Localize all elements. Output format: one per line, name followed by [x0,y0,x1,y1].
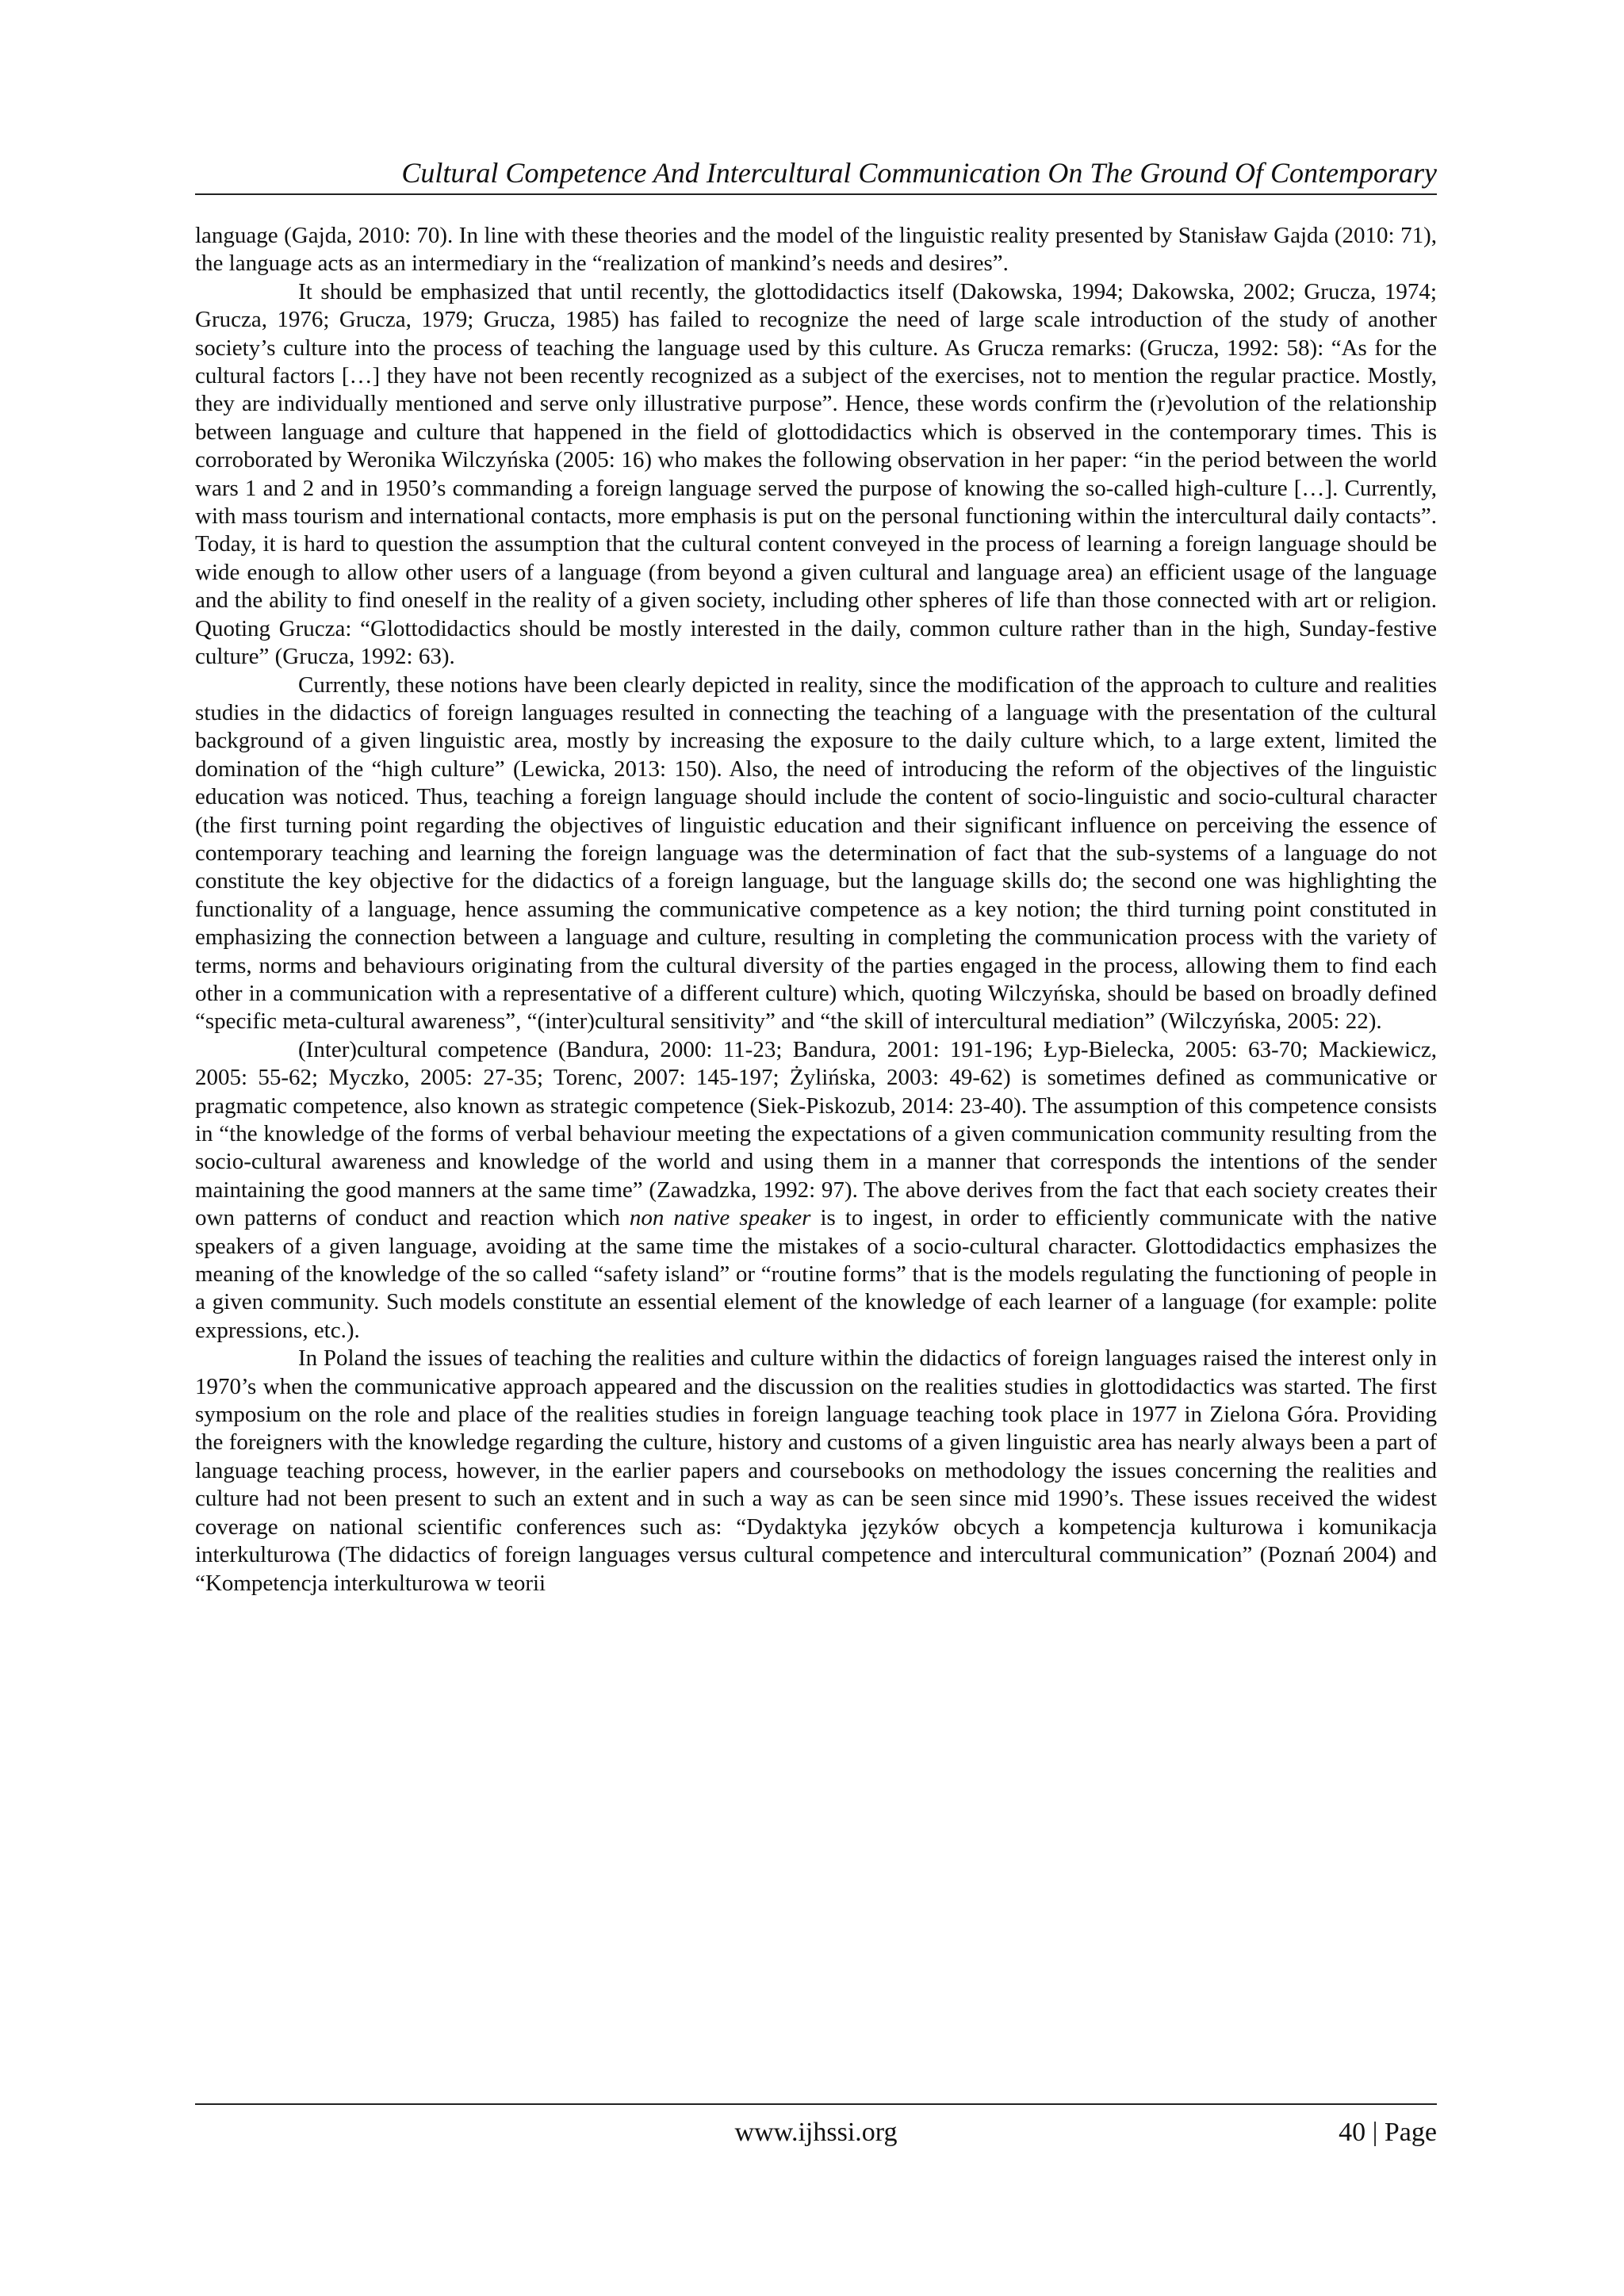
paragraph-text-part: (Inter)cultural competence (Bandura, 2000: 11-23; Bandura, 2001: 191-196; Łyp-Bielecka, 2005: 63-70; Mackiewicz, 2005: 55-62; Myczko, 2005: 27-35; Torenc, 2007: 145-197; Żylińska, 2003: 49-62) is sometimes defined as communicative or pragmatic competence, also known as strategic competence (Siek-Piskozub, 2014: 23-40). The assumption of this competence consists in “the knowledge of the forms of verbal behaviour meeting the expectations of a given communication community resulting from the socio-cultural awareness and knowledge of the world and using them in a manner that corresponds the intentions of the sender maintaining the good manners at the same time” (Zawadzka, 1992: 97). The above derives from the fact that each society creates their own patterns of conduct and reaction which [195,1036,1437,1231]
paragraph-glottodidactics: It should be emphasized that until recently, the glottodidactics itself (Dakowska, 1994; Dakowska, 2002; Grucza, 1974; Grucza, 1976; Grucza, 1979; Grucza, 1985) has failed to recognize the need of large scale introduction of the study of another society’s culture into the process of teaching the language used by this culture. As Grucza remarks: (Grucza, 1992: 58): “As for the cultural factors […] they have not been recently recognized as a subject of the exercises, not to mention the regular practice. Mostly, they are individually mentioned and serve only illustrative purpose”. Hence, these words confirm the (r)evolution of the relationship between language and culture that happened in the field of glottodidactics which is observed in the contemporary times. This is corroborated by Weronika Wilczyńska (2005: 16) who makes the following observation in her paper: “in the period between the world wars 1 and 2 and in 1950’s commanding a foreign language served the purpose of knowing the so-called high-culture […]. Currently, with mass tourism and international contacts, more emphasis is put on the personal functioning within the intercultural daily contacts”. Today, it is hard to question the assumption that the cultural content conveyed in the process of learning a foreign language should be wide enough to allow other users of a language (from beyond a given cultural and language area) an efficient usage of the language and the ability to find oneself in the reality of a given society, including other spheres of life than those connected with art or religion. Quoting Grucza: “Glottodidactics should be mostly interested in the daily, common culture rather than in the high, Sunday-festive culture” (Grucza, 1992: 63). [195,278,1437,670]
paragraph-continued: language (Gajda, 2010: 70). In line with these theories and the model of the linguistic reality presented by Stanisław Gajda (2010: 71), the language acts as an intermediary in the “realization of mankind’s needs and desires”. [195,223,1437,277]
italic-term: non native speaker [629,1205,811,1231]
running-head-title: Cultural Competence And Intercultural Communication On The Ground Of Contemporary [401,157,1437,189]
article-body [195,222,1437,1598]
paragraph-poland: In Poland the issues of teaching the realities and culture within the didactics of foreign languages raised the interest only in 1970’s when the communicative approach appeared and the discussion on the realities studies in glottodidactics was started. The first symposium on the role and place of the realities studies in foreign language teaching took place in 1977 in Zielona Góra. Providing the foreigners with the knowledge regarding the culture, history and customs of a given linguistic area has nearly always been a part of language teaching process, however, in the earlier papers and coursebooks on methodology the issues concerning the realities and culture had not been present to such an extent and in such a way as can be seen since mid 1990’s. These issues received the widest coverage on national scientific conferences such as: “Dydaktyka języków obcych a kompetencja kulturowa i komunikacja interkulturowa (The didactics of foreign languages versus cultural competence and intercultural communication” (Poznań 2004) and “Kompetencja interkulturowa w teorii [195,1345,1437,1596]
footer-divider [195,2103,1437,2105]
paragraph-text-part: is to ingest, in order to efficiently communicate with the native speakers of a given language, avoiding at the same time the mistakes of a socio-cultural character. Glottodidactics emphasizes the meaning of the knowledge of the so called “safety island” or “routine forms” that is the models regulating the functioning of people in a given community. Such models constitute an essential element of the knowledge of each learner of a language (for example: polite expressions, etc.). [195,1205,1437,1343]
footer-website-link[interactable]: www.ijhssi.org [734,2118,898,2147]
footer-page-number: 40 | Page [1339,2118,1437,2147]
header-divider [195,193,1437,195]
paragraph-intercultural-competence [195,1036,1437,1345]
paragraph-reform: Currently, these notions have been clearly depicted in reality, since the modification of the approach to culture and realities studies in the didactics of foreign languages resulted in connecting the teaching of a language with the presentation of the cultural background of a given linguistic area, mostly by increasing the exposure to the daily culture which, to a large extent, limited the domination of the “high culture” (Lewicka, 2013: 150). Also, the need of introducing the reform of the objectives of the linguistic education was noticed. Thus, teaching a foreign language should include the content of socio-linguistic and socio-cultural character (the first turning point regarding the objectives of linguistic education and their significant influence on perceiving the essence of contemporary teaching and learning the foreign language was the determination of fact that the sub-systems of a language do not constitute the key objective for the didactics of a foreign language, but the language skills do; the second one was highlighting the functionality of a language, hence assuming the communicative competence as a key notion; the third turning point constituted in emphasizing the connection between a language and culture, resulting in completing the communication process with the variety of terms, norms and behaviours originating from the cultural diversity of the parties engaged in the process, allowing them to find each other in a communication with a representative of a different culture) which, quoting Wilczyńska, should be based on broadly defined “specific meta-cultural awareness”, “(inter)cultural sensitivity” and “the skill of intercultural mediation” (Wilczyńska, 2005: 22). [195,672,1437,1035]
